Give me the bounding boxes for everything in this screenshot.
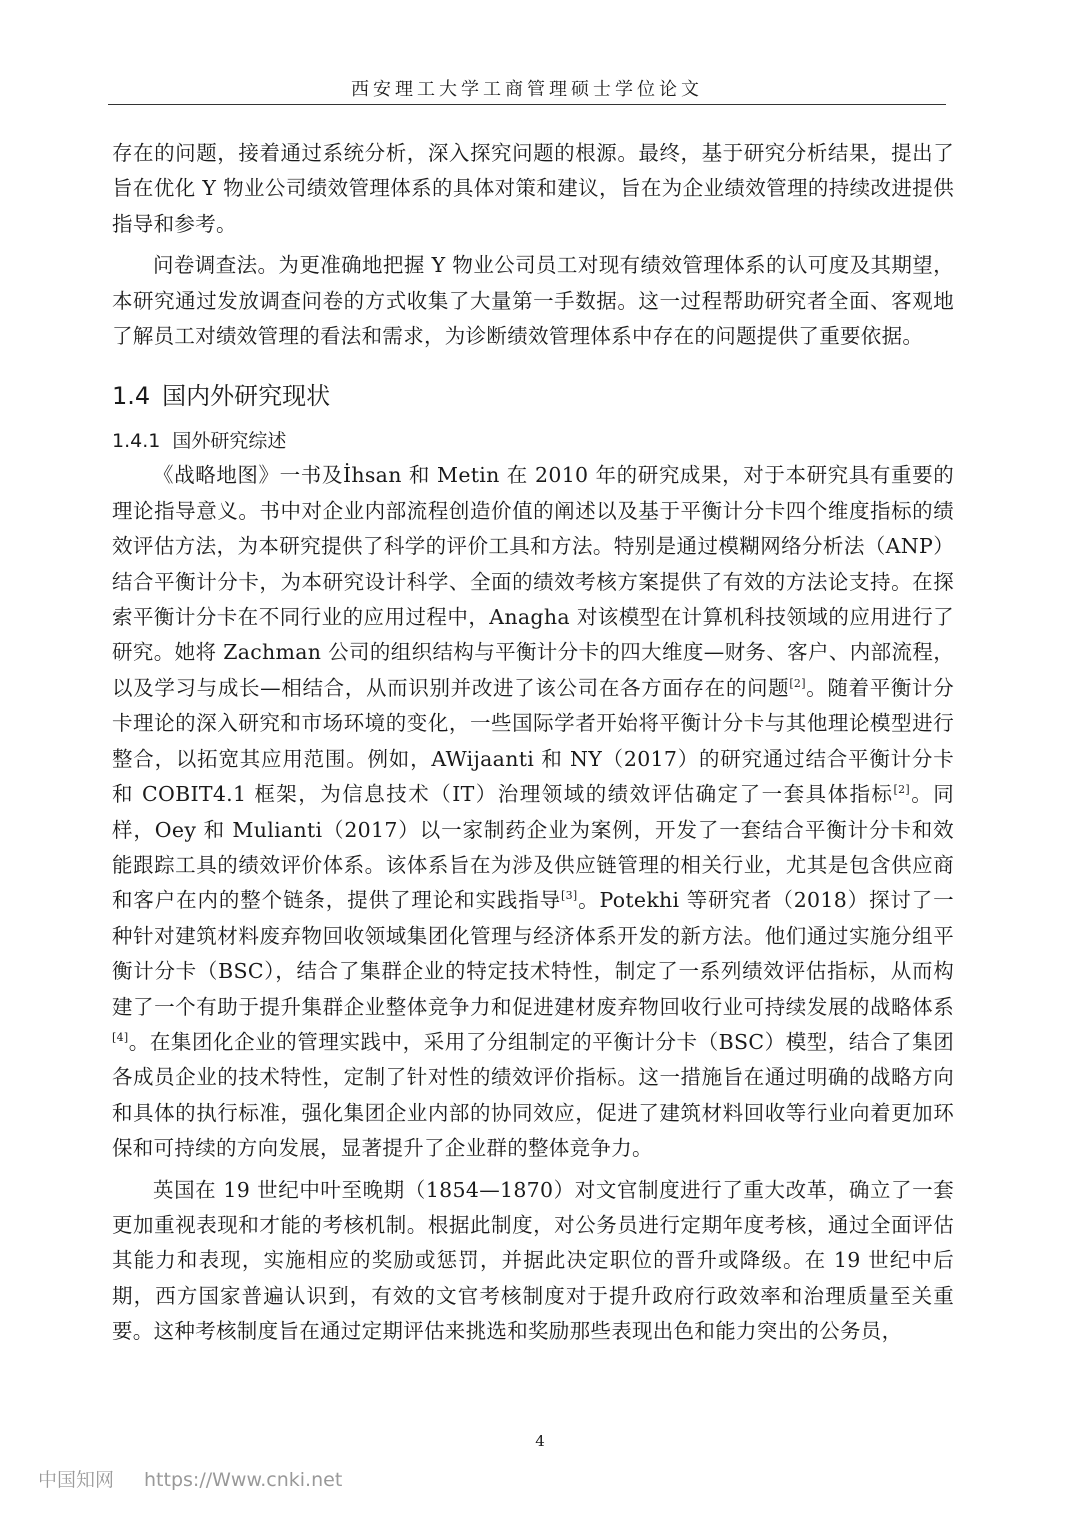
subsection-number: 1.4.1: [112, 430, 161, 453]
text-run: 。随着平衡计分卡理论的深入研究和市场环境的变化，一些国际学者开始将平衡计分卡与其他理论模型进行整合，以拓宽其应用范围。例如，AWijaanti 和 NY（2017）的研究通过结合平衡计分卡和 COBIT4.1 框架，为信息技术（IT）治理领域的绩效评估确定了一套具体指标: [112, 675, 954, 807]
section-heading: [112, 380, 954, 412]
page-number: 4: [535, 1432, 545, 1450]
section-number: 1.4: [112, 382, 151, 411]
text-run: 。在集团化企业的管理实践中，采用了分组制定的平衡计分卡（BSC）模型，结合了集团各成员企业的技术特性，定制了针对性的绩效评价指标。这一措施旨在通过明确的战略方向和具体的执行标准，强化集团企业内部的协同效应，促进了建筑材料回收等行业向着更加环保和可持续的方向发展，显著提升了企业群的整体竞争力。: [112, 1029, 954, 1161]
text-run: 。Potekhi 等研究者（2018）探讨了一种针对建筑材料废弃物回收领域集团化管理与经济体系开发的新方法。他们通过实施分组平衡计分卡（BSC），结合了集群企业的特定技术特性，制定了一系列绩效评估指标，从而构建了一个有助于提升集群企业整体竞争力和促进建材废弃物回收行业可持续发展的战略体系: [112, 888, 954, 1019]
citation-ref: [4]: [112, 1031, 129, 1045]
cnki-watermark: [38, 1465, 342, 1492]
paragraph-continued: 存在的问题，接着通过系统分析，深入探究问题的根源。最终，基于研究分析结果，提出了旨在优化 Y 物业公司绩效管理体系的具体对策和建议，旨在为企业绩效管理的持续改进提供指导和参考。: [112, 141, 954, 236]
text-run: 。同样，Oey 和 Mulianti（2017）以一家制药企业为案例，开发了一套结合平衡计分卡和效能跟踪工具的绩效评价体系。该体系旨在为涉及供应链管理的相关行业，尤其是包含供应商和客户在内的整个链条，提供了理论和实践指导: [112, 782, 954, 913]
running-header: 西安理工大学工商管理硕士学位论文: [351, 79, 703, 100]
subsection-heading: [112, 426, 954, 456]
watermark-brand: 中国知网: [38, 1469, 115, 1491]
subsection-title: 国外研究综述: [172, 430, 287, 453]
citation-ref: [2]: [893, 783, 911, 797]
watermark-url: https://Www.cnki.net: [144, 1469, 343, 1491]
section-title: 国内外研究现状: [162, 382, 331, 411]
paragraph-foreign-research: [112, 458, 954, 1166]
body-text: [112, 136, 954, 1350]
header-rule: [108, 104, 946, 105]
text-run: 《战略地图》一书及İhsan 和 Metin 在 2010 年的研究成果，对于本研究具有重要的理论指导意义。书中对企业内部流程创造价值的阐述以及基于平衡计分卡四个维度指标的绩效评估方法，为本研究提供了科学的评价工具和方法。特别是通过模糊网络分析法（ANP）结合平衡计分卡，为本研究设计科学、全面的绩效考核方案提供了有效的方法论支持。在探索平衡计分卡在不同行业的应用过程中，Anagha 对该模型在计算机科技领域的应用进行了研究。她将 Zachman 公司的组织结构与平衡计分卡的四大维度—财务、客户、内部流程，以及学习与成长—相结合，从而识别并改进了该公司在各方面存在的问题: [112, 463, 954, 700]
paragraph-questionnaire-method: 问卷调查法。为更准确地把握 Y 物业公司员工对现有绩效管理体系的认可度及其期望，本研究通过发放调查问卷的方式收集了大量第一手数据。这一过程帮助研究者全面、客观地了解员工对绩效管理的看法和需求，为诊断绩效管理体系中存在的问题提供了重要依据。: [112, 253, 954, 349]
citation-ref: [3]: [561, 889, 578, 903]
citation-ref: [2]: [789, 677, 806, 691]
paragraph-uk-civil-service: 英国在 19 世纪中叶至晚期（1854—1870）对文官制度进行了重大改革，确立了一套更加重视表现和才能的考核机制。根据此制度，对公务员进行定期年度考核，通过全面评估其能力和表现，实施相应的奖励或惩罚，并据此决定职位的晋升或降级。在 19 世纪中后期，西方国家普遍认识到，有效的文官考核制度对于提升政府行政效率和治理质量至关重要。这种考核制度旨在通过定期评估来挑选和奖励那些表现出色和能力突出的公务员，: [112, 1177, 954, 1344]
